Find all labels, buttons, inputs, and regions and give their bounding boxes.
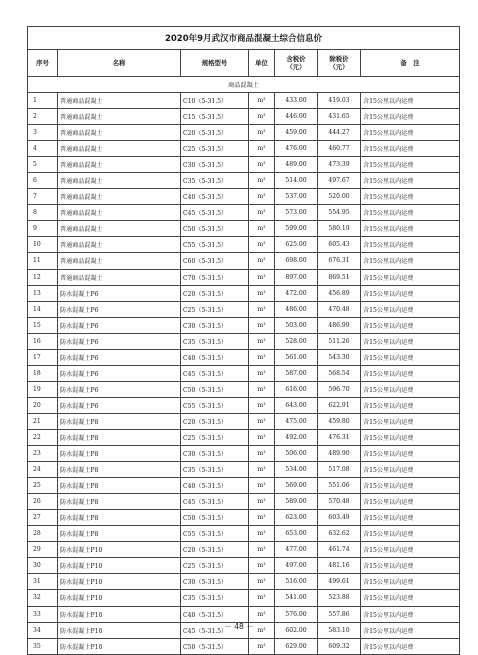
row-price-tax: 602.00 <box>275 622 318 638</box>
table-row <box>28 125 460 141</box>
row-price-notax: 481.16 <box>318 558 361 574</box>
row-spec: C40（5-31.5） <box>181 349 249 365</box>
row-price-notax: 551.06 <box>318 478 361 494</box>
row-no: 1 <box>28 93 58 109</box>
row-note: 含15公里以内运费 <box>361 494 460 510</box>
row-no: 20 <box>28 397 58 413</box>
row-price-tax: 599.00 <box>275 221 318 237</box>
row-spec: C35（5-31.5） <box>181 590 249 606</box>
row-unit: m³ <box>249 606 275 622</box>
table-row <box>28 317 460 333</box>
title-row <box>28 27 460 50</box>
row-spec: C35（5-31.5） <box>181 173 249 189</box>
row-unit: m³ <box>249 494 275 510</box>
row-note: 含15公里以内运费 <box>361 365 460 381</box>
row-price-notax: 605.43 <box>318 237 361 253</box>
row-unit: m³ <box>249 253 275 269</box>
row-spec: C60（5-31.5） <box>181 253 249 269</box>
table-row <box>28 333 460 349</box>
row-note: 含15公里以内运费 <box>361 333 460 349</box>
row-price-tax: 472.00 <box>275 285 318 301</box>
row-name: 防水混凝土P6 <box>58 301 181 317</box>
row-spec: C50（5-31.5） <box>181 381 249 397</box>
row-unit: m³ <box>249 189 275 205</box>
row-unit: m³ <box>249 413 275 429</box>
row-price-notax: 456.89 <box>318 285 361 301</box>
row-name: 防水混凝土P10 <box>58 606 181 622</box>
row-unit: m³ <box>249 381 275 397</box>
row-unit: m³ <box>249 622 275 638</box>
row-price-tax: 643.00 <box>275 397 318 413</box>
table-row <box>28 606 460 622</box>
row-no: 3 <box>28 125 58 141</box>
row-note: 含15公里以内运费 <box>361 622 460 638</box>
row-name: 防水混凝土P8 <box>58 510 181 526</box>
row-spec: C55（5-31.5） <box>181 526 249 542</box>
row-no: 34 <box>28 622 58 638</box>
table-row <box>28 205 460 221</box>
row-unit: m³ <box>249 574 275 590</box>
table-row <box>28 590 460 606</box>
row-price-tax: 503.00 <box>275 317 318 333</box>
row-spec: C20（5-31.5） <box>181 125 249 141</box>
row-price-tax: 541.00 <box>275 590 318 606</box>
row-name: 防水混凝土P8 <box>58 446 181 462</box>
table-row <box>28 173 460 189</box>
row-spec: C25（5-31.5） <box>181 301 249 317</box>
row-unit: m³ <box>249 157 275 173</box>
table-row <box>28 221 460 237</box>
table-row <box>28 189 460 205</box>
row-note: 含15公里以内运费 <box>361 638 460 654</box>
row-price-tax: 537.00 <box>275 189 318 205</box>
header-note: 备 注 <box>361 50 460 77</box>
row-price-notax: 486.99 <box>318 317 361 333</box>
row-spec: C25（5-31.5） <box>181 429 249 445</box>
row-note: 含15公里以内运费 <box>361 253 460 269</box>
row-name: 普通商品混凝土 <box>58 269 181 285</box>
row-spec: C70（5-31.5） <box>181 269 249 285</box>
row-name: 防水混凝土P8 <box>58 413 181 429</box>
row-name: 防水混凝土P6 <box>58 317 181 333</box>
table-row <box>28 542 460 558</box>
row-price-notax: 473.39 <box>318 157 361 173</box>
row-note: 含15公里以内运费 <box>361 429 460 445</box>
row-note: 含15公里以内运费 <box>361 397 460 413</box>
header-row <box>28 50 460 77</box>
row-price-tax: 528.00 <box>275 333 318 349</box>
header-price-notax-line2: （元） <box>329 63 349 71</box>
table-row <box>28 413 460 429</box>
header-price-tax <box>275 50 318 77</box>
row-unit: m³ <box>249 205 275 221</box>
row-name: 普通商品混凝土 <box>58 237 181 253</box>
row-note: 含15公里以内运费 <box>361 285 460 301</box>
row-price-tax: 433.00 <box>275 93 318 109</box>
row-note: 含15公里以内运费 <box>361 157 460 173</box>
table-row <box>28 141 460 157</box>
row-no: 4 <box>28 141 58 157</box>
row-spec: C40（5-31.5） <box>181 189 249 205</box>
row-spec: C55（5-31.5） <box>181 237 249 253</box>
row-name: 防水混凝土P8 <box>58 462 181 478</box>
row-price-notax: 609.32 <box>318 638 361 654</box>
row-price-tax: 587.00 <box>275 365 318 381</box>
row-no: 8 <box>28 205 58 221</box>
row-spec: C55（5-31.5） <box>181 397 249 413</box>
row-no: 13 <box>28 285 58 301</box>
row-price-notax: 459.80 <box>318 413 361 429</box>
table-row <box>28 574 460 590</box>
row-note: 含15公里以内运费 <box>361 558 460 574</box>
row-price-tax: 476.00 <box>275 141 318 157</box>
row-no: 22 <box>28 429 58 445</box>
row-note: 含15公里以内运费 <box>361 462 460 478</box>
row-no: 7 <box>28 189 58 205</box>
row-unit: m³ <box>249 365 275 381</box>
row-note: 含15公里以内运费 <box>361 349 460 365</box>
row-spec: C40（5-31.5） <box>181 478 249 494</box>
row-no: 12 <box>28 269 58 285</box>
row-unit: m³ <box>249 510 275 526</box>
row-spec: C25（5-31.5） <box>181 558 249 574</box>
row-price-notax: 580.19 <box>318 221 361 237</box>
row-unit: m³ <box>249 462 275 478</box>
row-name: 防水混凝土P8 <box>58 526 181 542</box>
row-price-notax: 461.74 <box>318 542 361 558</box>
row-spec: C45（5-31.5） <box>181 622 249 638</box>
row-price-notax: 460.77 <box>318 141 361 157</box>
row-name: 普通商品混凝土 <box>58 109 181 125</box>
row-unit: m³ <box>249 446 275 462</box>
row-note: 含15公里以内运费 <box>361 301 460 317</box>
table-row <box>28 349 460 365</box>
row-unit: m³ <box>249 397 275 413</box>
row-no: 25 <box>28 478 58 494</box>
row-price-tax: 616.00 <box>275 381 318 397</box>
row-name: 防水混凝土P6 <box>58 349 181 365</box>
row-spec: C30（5-31.5） <box>181 157 249 173</box>
row-no: 15 <box>28 317 58 333</box>
row-name: 防水混凝土P8 <box>58 429 181 445</box>
price-sheet <box>27 26 459 655</box>
row-price-notax: 517.08 <box>318 462 361 478</box>
row-note: 含15公里以内运费 <box>361 141 460 157</box>
row-price-notax: 419.03 <box>318 93 361 109</box>
row-price-tax: 589.00 <box>275 494 318 510</box>
row-unit: m³ <box>249 349 275 365</box>
page-number: － 48 － <box>224 622 254 631</box>
row-no: 11 <box>28 253 58 269</box>
row-no: 29 <box>28 542 58 558</box>
row-price-notax: 476.31 <box>318 429 361 445</box>
row-price-notax: 520.00 <box>318 189 361 205</box>
header-unit: 单位 <box>249 50 275 77</box>
row-spec: C20（5-31.5） <box>181 413 249 429</box>
row-no: 30 <box>28 558 58 574</box>
row-price-notax: 431.65 <box>318 109 361 125</box>
row-note: 含15公里以内运费 <box>361 189 460 205</box>
table-row <box>28 638 460 654</box>
row-no: 27 <box>28 510 58 526</box>
row-note: 含15公里以内运费 <box>361 590 460 606</box>
row-price-notax: 570.48 <box>318 494 361 510</box>
row-unit: m³ <box>249 237 275 253</box>
row-spec: C50（5-31.5） <box>181 638 249 654</box>
row-no: 26 <box>28 494 58 510</box>
table-row <box>28 510 460 526</box>
row-spec: C35（5-31.5） <box>181 333 249 349</box>
row-no: 10 <box>28 237 58 253</box>
row-price-tax: 569.00 <box>275 478 318 494</box>
row-price-notax: 489.90 <box>318 446 361 462</box>
row-unit: m³ <box>249 221 275 237</box>
row-unit: m³ <box>249 93 275 109</box>
row-name: 普通商品混凝土 <box>58 141 181 157</box>
row-price-notax: 499.61 <box>318 574 361 590</box>
row-price-tax: 623.00 <box>275 510 318 526</box>
row-no: 14 <box>28 301 58 317</box>
row-spec: C25（5-31.5） <box>181 141 249 157</box>
row-spec: C10（5-31.5） <box>181 93 249 109</box>
row-unit: m³ <box>249 125 275 141</box>
row-note: 含15公里以内运费 <box>361 606 460 622</box>
row-unit: m³ <box>249 590 275 606</box>
header-price-notax <box>318 50 361 77</box>
table-row <box>28 109 460 125</box>
row-price-tax: 497.00 <box>275 558 318 574</box>
row-unit: m³ <box>249 301 275 317</box>
row-price-tax: 625.00 <box>275 237 318 253</box>
row-price-tax: 506.00 <box>275 446 318 462</box>
row-name: 防水混凝土P10 <box>58 622 181 638</box>
row-price-tax: 629.00 <box>275 638 318 654</box>
row-price-notax: 497.67 <box>318 173 361 189</box>
row-name: 防水混凝土P6 <box>58 333 181 349</box>
table-row <box>28 446 460 462</box>
table-title: 2020年9月武汉市商品混凝土综合信息价 <box>28 27 460 50</box>
row-spec: C15（5-31.5） <box>181 109 249 125</box>
table-row <box>28 558 460 574</box>
row-unit: m³ <box>249 333 275 349</box>
row-no: 18 <box>28 365 58 381</box>
row-name: 防水混凝土P10 <box>58 574 181 590</box>
row-no: 2 <box>28 109 58 125</box>
row-price-notax: 596.70 <box>318 381 361 397</box>
row-note: 含15公里以内运费 <box>361 574 460 590</box>
row-name: 普通商品混凝土 <box>58 221 181 237</box>
row-unit: m³ <box>249 526 275 542</box>
row-name: 普通商品混凝土 <box>58 157 181 173</box>
header-price-tax-line2: （元） <box>286 63 306 71</box>
row-price-tax: 514.00 <box>275 173 318 189</box>
row-name: 防水混凝土P10 <box>58 638 181 654</box>
row-price-notax: 568.54 <box>318 365 361 381</box>
row-no: 21 <box>28 413 58 429</box>
row-note: 含15公里以内运费 <box>361 125 460 141</box>
header-spec: 规格型号 <box>181 50 249 77</box>
row-price-notax: 632.62 <box>318 526 361 542</box>
row-name: 普通商品混凝土 <box>58 173 181 189</box>
row-price-notax: 603.49 <box>318 510 361 526</box>
row-unit: m³ <box>249 317 275 333</box>
row-unit: m³ <box>249 173 275 189</box>
row-price-tax: 489.00 <box>275 157 318 173</box>
row-note: 含15公里以内运费 <box>361 237 460 253</box>
row-name: 普通商品混凝土 <box>58 189 181 205</box>
row-note: 含15公里以内运费 <box>361 510 460 526</box>
row-price-notax: 523.88 <box>318 590 361 606</box>
row-spec: C30（5-31.5） <box>181 317 249 333</box>
row-unit: m³ <box>249 478 275 494</box>
row-price-tax: 897.00 <box>275 269 318 285</box>
row-price-notax: 557.86 <box>318 606 361 622</box>
table-body <box>28 93 460 655</box>
row-price-tax: 534.00 <box>275 462 318 478</box>
row-spec: C50（5-31.5） <box>181 221 249 237</box>
row-price-tax: 698.00 <box>275 253 318 269</box>
row-name: 防水混凝土P6 <box>58 381 181 397</box>
row-no: 5 <box>28 157 58 173</box>
row-spec: C20（5-31.5） <box>181 285 249 301</box>
category-row <box>28 77 460 93</box>
row-name: 普通商品混凝土 <box>58 205 181 221</box>
table-row <box>28 397 460 413</box>
row-price-tax: 486.00 <box>275 301 318 317</box>
row-unit: m³ <box>249 285 275 301</box>
row-price-tax: 477.00 <box>275 542 318 558</box>
row-unit: m³ <box>249 558 275 574</box>
table-row <box>28 526 460 542</box>
table-row <box>28 301 460 317</box>
row-note: 含15公里以内运费 <box>361 526 460 542</box>
row-spec: C30（5-31.5） <box>181 446 249 462</box>
row-note: 含15公里以内运费 <box>361 109 460 125</box>
row-name: 防水混凝土P6 <box>58 397 181 413</box>
table-row <box>28 269 460 285</box>
table-row <box>28 93 460 109</box>
row-name: 防水混凝土P10 <box>58 590 181 606</box>
row-note: 含15公里以内运费 <box>361 478 460 494</box>
row-note: 含15公里以内运费 <box>361 381 460 397</box>
row-unit: m³ <box>249 109 275 125</box>
row-spec: C45（5-31.5） <box>181 494 249 510</box>
row-price-tax: 573.00 <box>275 205 318 221</box>
row-no: 33 <box>28 606 58 622</box>
row-no: 9 <box>28 221 58 237</box>
row-price-notax: 869.51 <box>318 269 361 285</box>
row-spec: C35（5-31.5） <box>181 462 249 478</box>
row-no: 23 <box>28 446 58 462</box>
table-row <box>28 381 460 397</box>
table-row <box>28 285 460 301</box>
row-price-notax: 470.48 <box>318 301 361 317</box>
row-note: 含15公里以内运费 <box>361 413 460 429</box>
header-price-notax-line1: 除税价 <box>329 55 349 63</box>
row-name: 普通商品混凝土 <box>58 253 181 269</box>
row-name: 防水混凝土P6 <box>58 365 181 381</box>
row-price-tax: 492.00 <box>275 429 318 445</box>
header-no: 序号 <box>28 50 58 77</box>
price-table <box>27 26 460 655</box>
row-name: 普通商品混凝土 <box>58 93 181 109</box>
row-unit: m³ <box>249 269 275 285</box>
row-note: 含15公里以内运费 <box>361 173 460 189</box>
row-price-tax: 459.00 <box>275 125 318 141</box>
table-row <box>28 478 460 494</box>
row-spec: C45（5-31.5） <box>181 205 249 221</box>
row-spec: C40（5-31.5） <box>181 606 249 622</box>
row-no: 19 <box>28 381 58 397</box>
row-note: 含15公里以内运费 <box>361 205 460 221</box>
row-price-tax: 446.00 <box>275 109 318 125</box>
row-price-tax: 475.00 <box>275 413 318 429</box>
row-note: 含15公里以内运费 <box>361 221 460 237</box>
row-no: 28 <box>28 526 58 542</box>
row-price-notax: 554.95 <box>318 205 361 221</box>
row-price-notax: 676.31 <box>318 253 361 269</box>
table-row <box>28 365 460 381</box>
header-price-tax-line1: 含税价 <box>286 55 306 63</box>
row-unit: m³ <box>249 429 275 445</box>
row-price-tax: 576.00 <box>275 606 318 622</box>
row-no: 31 <box>28 574 58 590</box>
row-spec: C50（5-31.5） <box>181 510 249 526</box>
row-name: 防水混凝土P6 <box>58 285 181 301</box>
row-no: 6 <box>28 173 58 189</box>
row-price-notax: 543.30 <box>318 349 361 365</box>
row-price-tax: 516.00 <box>275 574 318 590</box>
header-name: 名称 <box>58 50 181 77</box>
row-no: 24 <box>28 462 58 478</box>
row-spec: C30（5-31.5） <box>181 574 249 590</box>
row-spec: C45（5-31.5） <box>181 365 249 381</box>
row-price-notax: 444.27 <box>318 125 361 141</box>
category-label: 商品混凝土 <box>28 77 460 93</box>
row-note: 含15公里以内运费 <box>361 317 460 333</box>
row-spec: C20（5-31.5） <box>181 542 249 558</box>
row-price-tax: 561.00 <box>275 349 318 365</box>
row-name: 防水混凝土P8 <box>58 478 181 494</box>
row-price-notax: 511.26 <box>318 333 361 349</box>
row-unit: m³ <box>249 141 275 157</box>
row-name: 防水混凝土P8 <box>58 494 181 510</box>
row-name: 防水混凝土P10 <box>58 558 181 574</box>
table-row <box>28 494 460 510</box>
row-unit: m³ <box>249 638 275 654</box>
row-price-tax: 653.00 <box>275 526 318 542</box>
table-row <box>28 429 460 445</box>
table-row <box>28 462 460 478</box>
row-name: 普通商品混凝土 <box>58 125 181 141</box>
table-row <box>28 237 460 253</box>
table-row <box>28 157 460 173</box>
row-note: 含15公里以内运费 <box>361 269 460 285</box>
row-no: 35 <box>28 638 58 654</box>
row-no: 32 <box>28 590 58 606</box>
row-name: 防水混凝土P10 <box>58 542 181 558</box>
row-note: 含15公里以内运费 <box>361 446 460 462</box>
row-unit: m³ <box>249 542 275 558</box>
row-note: 含15公里以内运费 <box>361 93 460 109</box>
table-row <box>28 253 460 269</box>
row-price-notax: 583.10 <box>318 622 361 638</box>
row-note: 含15公里以内运费 <box>361 542 460 558</box>
row-price-notax: 622.91 <box>318 397 361 413</box>
row-no: 16 <box>28 333 58 349</box>
row-no: 17 <box>28 349 58 365</box>
